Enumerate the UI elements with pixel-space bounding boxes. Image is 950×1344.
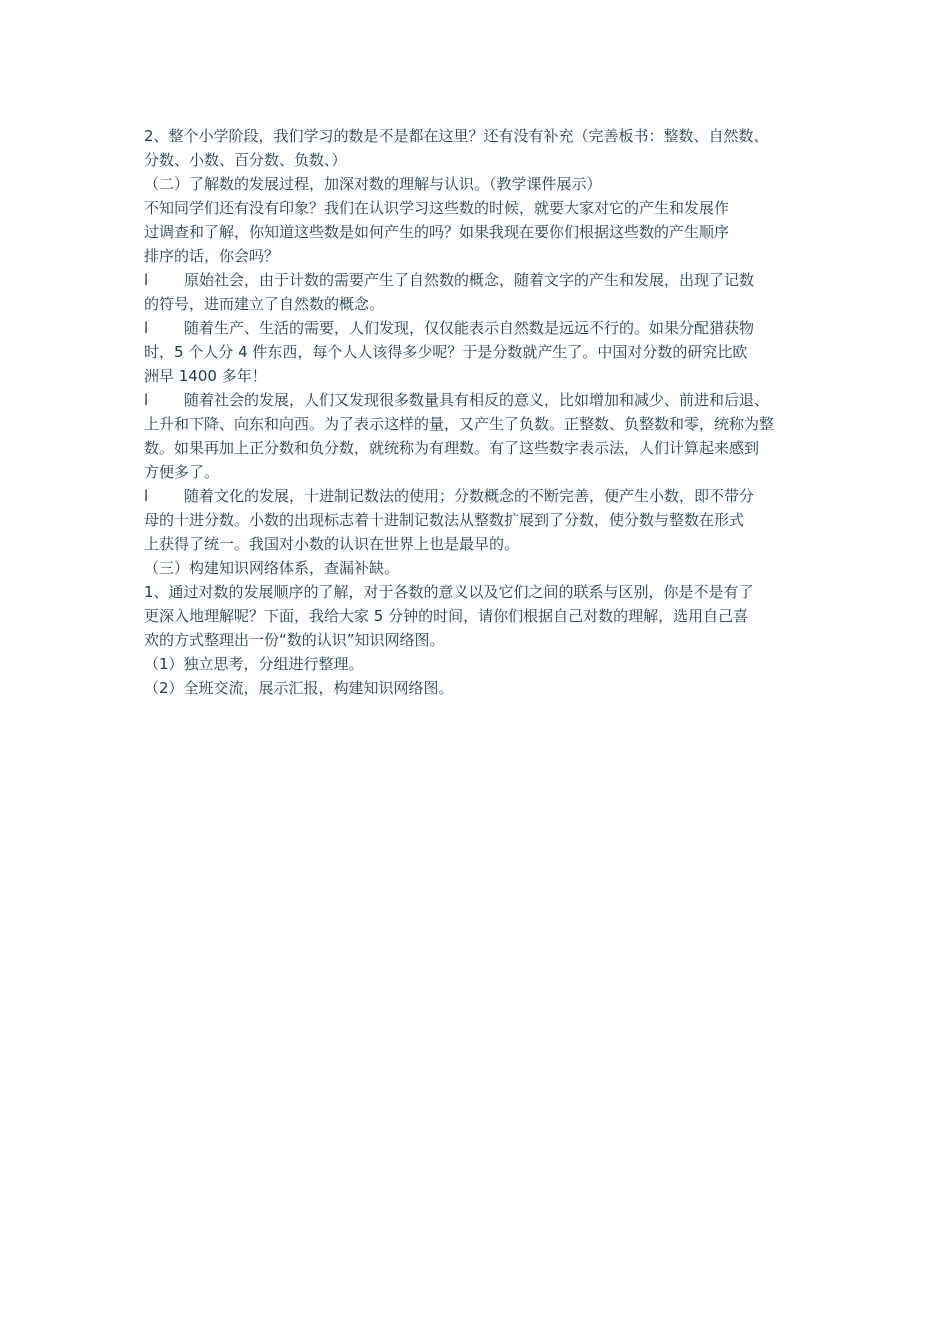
text-line: 母的十进分数。小数的出现标志着十进制记数法从整数扩展到了分数，使分数与整数在形式 [144, 511, 745, 529]
text-line: 2、整个小学阶段，我们学习的数是不是都在这里？还有没有补充（完善板书：整数、自然数、 [144, 127, 769, 145]
bullet-text: 随着生产、生活的需要，人们发现，仅仅能表示自然数是远远不行的。如果分配猎获物 [184, 319, 755, 337]
text-line [144, 316, 812, 340]
text-line [144, 484, 812, 508]
text-line: 数。如果再加上正分数和负分数，就统称为有理数。有了这些数字表示法，人们计算起来感到 [144, 439, 760, 457]
text-line: 过调查和了解，你知道这些数是如何产生的吗？如果我现在要你们根据这些数的产生顺序 [144, 223, 730, 241]
bullet-marker: l [144, 391, 149, 409]
step-independent-thinking [144, 652, 812, 676]
text-line: 上升和下降、向东和向西。为了表示这样的量，又产生了负数。正整数、负整数和零，统称为整 [144, 415, 775, 433]
paragraph-supplement [144, 124, 812, 172]
text-line: 的符号，进而建立了自然数的概念。 [144, 295, 385, 313]
text-line [144, 388, 812, 412]
text-line: 更深入地理解呢？下面，我给大家 5 分钟的时间，请你们根据自己对数的理解，选用自己喜 [144, 607, 749, 625]
paragraph-intro-question [144, 196, 812, 268]
bullet-natural-numbers [144, 268, 812, 316]
bullet-text: 随着文化的发展，十进制记数法的使用；分数概念的不断完善，便产生小数，即不带分 [184, 487, 755, 505]
bullet-marker: l [144, 319, 149, 337]
text-line: 不知同学们还有没有印象？我们在认识学习这些数的时候，就要大家对它的产生和发展作 [144, 199, 730, 217]
document-body [144, 124, 812, 700]
paragraph-knowledge-network [144, 580, 812, 652]
text-line: （1）独立思考，分组进行整理。 [144, 655, 364, 673]
text-line: 时，5 个人分 4 件东西，每个人人该得多少呢？于是分数就产生了。中国对分数的研究比欧 [144, 343, 748, 361]
bullet-text: 随着社会的发展，人们又发现很多数量具有相反的意义，比如增加和减少、前进和后退、 [184, 391, 770, 409]
text-line: 排序的话，你会吗？ [144, 247, 280, 265]
bullet-negative-numbers [144, 388, 812, 484]
text-line: 上获得了统一。我国对小数的认识在世界上也是最早的。 [144, 535, 520, 553]
text-line [144, 268, 812, 292]
bullet-marker: l [144, 271, 149, 289]
text-line: 洲早 1400 多年！ [144, 367, 267, 385]
text-line: 欢的方式整理出一份“数的认识”知识网络图。 [144, 631, 445, 649]
text-line: 分数、小数、百分数、负数、） [144, 151, 347, 169]
bullet-decimals [144, 484, 812, 556]
bullet-fractions [144, 316, 812, 388]
text-line: （2）全班交流，展示汇报，构建知识网络图。 [144, 679, 454, 697]
text-line: （二）了解数的发展过程，加深对数的理解与认识。（教学课件展示） [144, 175, 602, 193]
section-heading-2 [144, 172, 812, 196]
text-line: 1、通过对数的发展顺序的了解，对于各数的意义以及它们之间的联系与区别，你是不是有了 [144, 583, 754, 601]
bullet-marker: l [144, 487, 149, 505]
text-line: 方便多了。 [144, 463, 220, 481]
text-line: （三）构建知识网络体系，查漏补缺。 [144, 559, 400, 577]
step-class-sharing [144, 676, 812, 700]
bullet-text: 原始社会，由于计数的需要产生了自然数的概念，随着文字的产生和发展，出现了记数 [184, 271, 755, 289]
section-heading-3 [144, 556, 812, 580]
